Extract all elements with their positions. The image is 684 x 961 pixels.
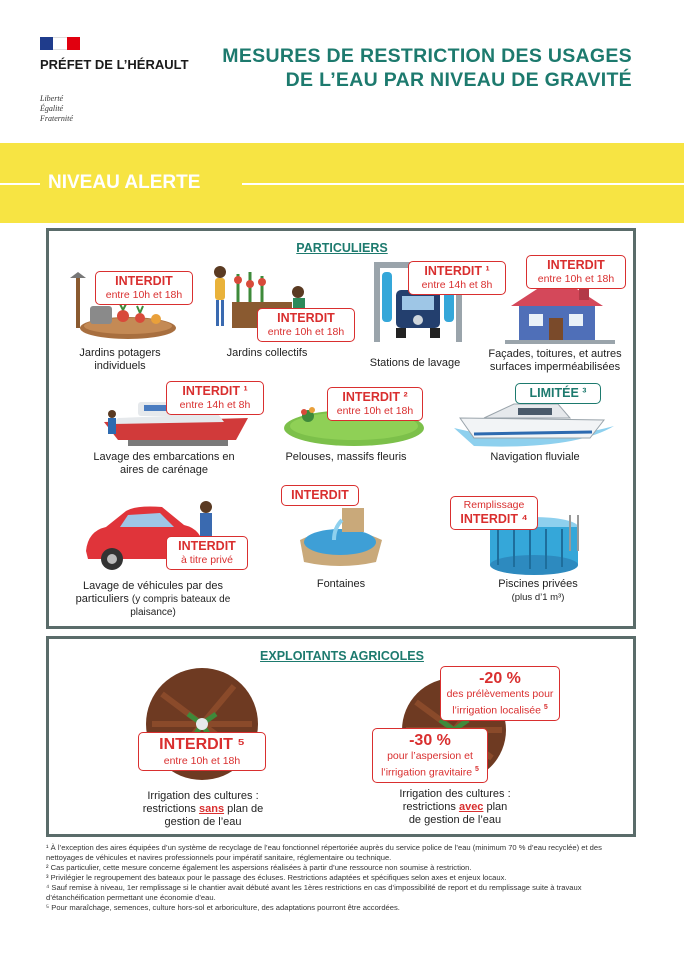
status-tag: LIMITÉE ³ xyxy=(515,383,601,404)
level-label: NIVEAU ALERTE xyxy=(48,172,201,193)
item-caption: Irrigation des cultures : restrictions sans plan de gestion de l’eau xyxy=(142,790,264,828)
item-caption: Fontaines xyxy=(316,578,366,590)
devise: Liberté Égalité Fraternité xyxy=(40,94,73,123)
item-caption: Lavage des embarcations en aires de carénage xyxy=(93,451,235,476)
agricoles-title: EXPLOITANTS AGRICOLES xyxy=(260,649,424,663)
status-tag: INTERDIT xyxy=(281,485,359,506)
prefet-name: PRÉFET DE L’HÉRAULT xyxy=(40,57,189,72)
item-caption: Irrigation des cultures : restrictions avec plan de gestion de l’eau xyxy=(399,788,511,826)
status-tag: INTERDIT ¹ entre 14h et 8h xyxy=(408,261,506,295)
status-tag: INTERDIT entre 10h et 18h xyxy=(526,255,626,289)
footnotes: ¹ À l’exception des aires équipées d’un système de recyclage de l’eau fonctionnel répertoriée auprès du service police de l’eau (minimum 70 % d’eau recyclée) et des nettoyages de véhicules et navires professionnels pour impératif sanitaire, réglementaire ou technique. ² Cas particulier, cette mesure concerne également les aspersions réalisées à partir d’une ressource non soumise à restriction. ³ Privilégier le regroupement des bateaux pour le passage des écluses. Restrictions adaptées et spécifiques selon axes et enjeux locaux. ⁴ Sauf remise à niveau, 1er remplissage si le chantier avait débuté avant les 1ères restrictions en cas d’impossibilité de report et du remplissage suite à travaux d’étanchéification permettant une économie d’eau. ⁵ Pour maraîchage, semences, culture hors-sol et arboriculture, des adaptations pourront être accordées. xyxy=(46,843,602,912)
band-divider xyxy=(242,183,684,185)
item-caption: Façades, toitures, et autres surfaces imperméabilisées xyxy=(488,348,622,373)
band-divider xyxy=(0,183,40,185)
item-caption: Lavage de véhicules par des particuliers (y compris bateaux de plaisance) xyxy=(75,580,231,618)
particuliers-title: PARTICULIERS xyxy=(296,241,388,255)
status-tag: INTERDIT à titre privé xyxy=(166,536,248,570)
status-tag: INTERDIT ⁵ entre 10h et 18h xyxy=(138,732,266,771)
status-tag: INTERDIT entre 10h et 18h xyxy=(95,271,193,305)
status-tag: INTERDIT entre 10h et 18h xyxy=(257,308,355,342)
item-caption: Stations de lavage xyxy=(369,357,461,369)
marianne-flag-logo xyxy=(40,37,80,50)
item-caption: Jardins collectifs xyxy=(226,347,308,359)
status-tag: Remplissage INTERDIT ⁴ xyxy=(450,496,538,530)
fountain-icon xyxy=(294,500,388,570)
status-tag: INTERDIT ¹ entre 14h et 8h xyxy=(166,381,264,415)
status-tag: -30 % pour l’aspersion et l’irrigation gravitaire $^5$ xyxy=(372,728,488,783)
item-caption: Navigation fluviale xyxy=(490,451,580,463)
item-caption: Pelouses, massifs fleuris xyxy=(285,451,407,463)
item-caption: Jardins potagers individuels xyxy=(79,347,161,372)
status-tag: -20 % des prélèvements pour l’irrigation localisée $^5$ xyxy=(440,666,560,721)
motorboat-icon xyxy=(454,398,614,450)
status-tag: INTERDIT ² entre 10h et 18h xyxy=(327,387,423,421)
page-title: MESURES DE RESTRICTION DES USAGES DE L’EAU PAR NIVEAU DE GRAVITÉ xyxy=(222,45,632,91)
item-caption: Piscines privées (plus d’1 m³) xyxy=(498,578,578,603)
